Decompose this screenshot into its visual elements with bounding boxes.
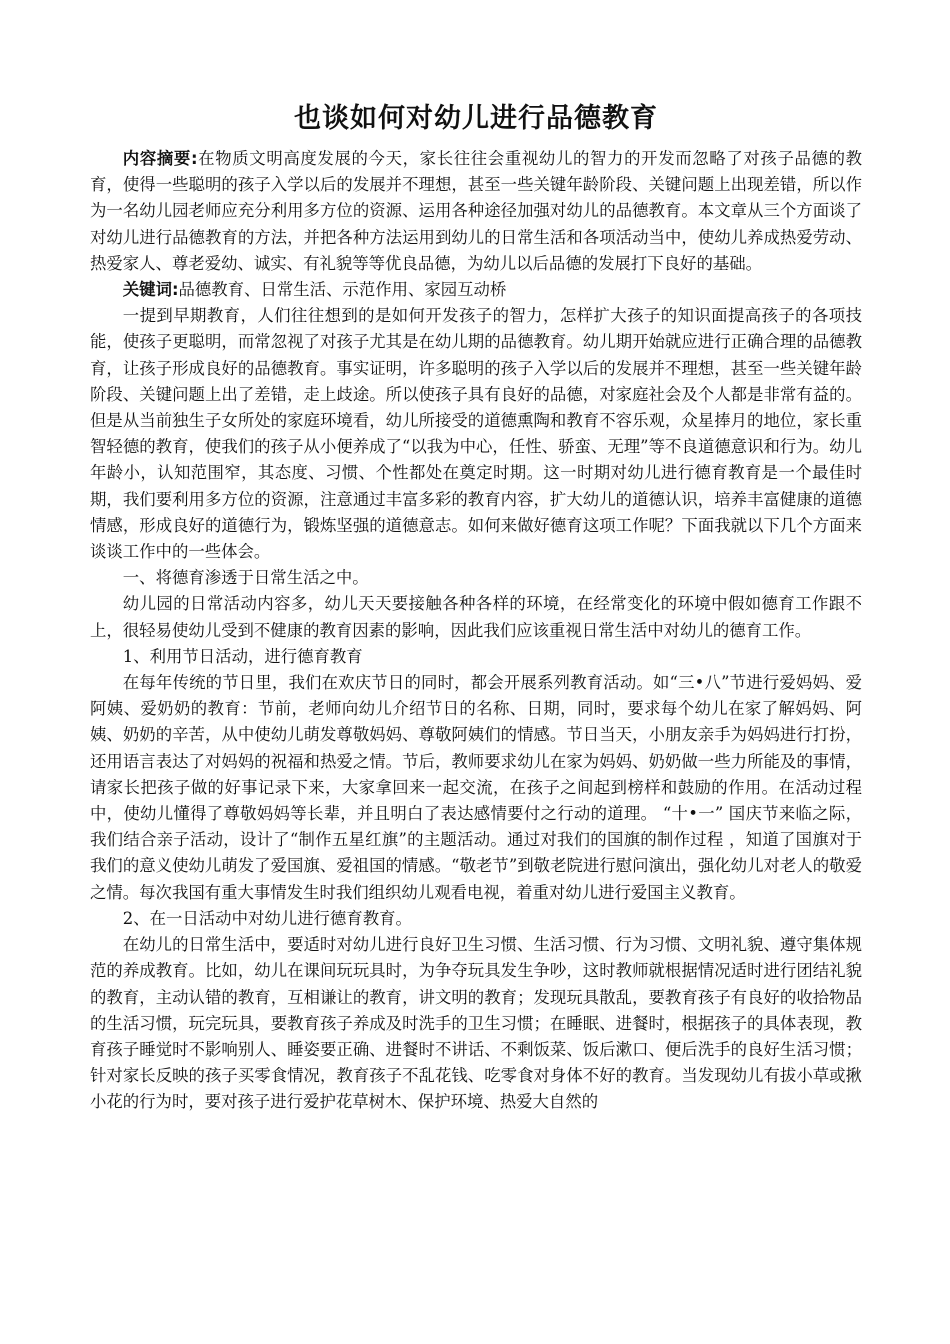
section-heading-1: 一、将德育渗透于日常生活之中。 [122, 568, 369, 588]
section-1-paragraph: 幼儿园的日常活动内容多，幼儿天天要接触各种各样的环境，在经常变化的环境中假如德育工作跟不上，很轻易使幼儿受到不健康的教育因素的影响，因此我们应该重视日常生活中对幼儿的德育工作。 [90, 594, 862, 640]
subsection-1-paragraph: 在每年传统的节日里，我们在欢庆节日的同时，都会开展系列教育活动。如“三•八”节进行爱妈妈、爱阿姨、爱奶奶的教育：节前，老师向幼儿介绍节日的名称、日期，同时，要求每个幼儿在家了解妈妈、阿姨、奶奶的辛苦，从中使幼儿萌发尊敬妈妈、尊敬阿姨们的情感。节日当天，小朋友亲手为妈妈进行打扮，还用语言表达了对妈妈的祝福和热爱之情。节后，教师要求幼儿在家为妈妈、奶奶做一些力所能及的事情，请家长把孩子做的好事记录下来，大家拿回来一起交流，在孩子之间起到榜样和鼓励的作用。在活动过程中，使幼儿懂得了尊敬妈妈等长辈，并且明白了表达感情要付之行动的道理。 “十•一” 国庆节来临之际，我们结合亲子活动，设计了“制作五星红旗”的主题活动。通过对我们的国旗的制作过程 ，知道了国旗对于我们的意义使幼儿萌发了爱国旗、爱祖国的情感。“敬老节”到敬老院进行慰问演出，强化幼儿对老人的敬爱之情。每次我国有重大事情发生时我们组织幼儿观看电视，着重对幼儿进行爱国主义教育。 [90, 673, 862, 902]
keywords-text: 品德教育、日常生活、示范作用、家园互动桥 [178, 280, 507, 300]
abstract-paragraph [90, 146, 862, 277]
document-title: 也谈如何对幼儿进行品德教育 [294, 103, 658, 134]
subsection-heading-1: 1、利用节日活动，进行德育教育 [122, 646, 363, 666]
abstract-label: 内容摘要: [122, 149, 198, 168]
keywords-paragraph [90, 277, 862, 303]
intro-paragraph: 一提到早期教育，人们往往想到的是如何开发孩子的智力，怎样扩大孩子的知识面提高孩子的各项技能，使孩子更聪明，而常忽视了对孩子尤其是在幼儿期的品德教育。幼儿期开始就应进行正确合理的品德教育，让孩子形成良好的品德教育。事实证明，许多聪明的孩子入学以后的发展并不理想，甚至一些关键年龄阶段、关键问题上出了差错，走上歧途。所以使孩子具有良好的品德，对家庭社会及个人都是非常有益的。但是从当前独生子女所处的家庭环境看，幼儿所接受的道德熏陶和教育不容乐观，众星捧月的地位，家长重智轻德的教育，使我们的孩子从小便养成了“以我为中心，任性、骄蛮、无理”等不良道德意识和行为。幼儿年龄小，认知范围窄，其态度、习惯、个性都处在奠定时期。这一时期对幼儿进行德育教育是一个最佳时期，我们要利用多方位的资源，注意通过丰富多彩的教育内容，扩大幼儿的道德认识，培养丰富健康的道德情感，形成良好的道德行为，锻炼坚强的道德意志。如何来做好德育这项工作呢？下面我就以下几个方面来谈谈工作中的一些体会。 [90, 306, 862, 562]
abstract-text: 在物质文明高度发展的今天，家长往往会重视幼儿的智力的开发而忽略了对孩子品德的教育，使得一些聪明的孩子入学以后的发展并不理想，甚至一些关键年龄阶段、关键问题上出现差错，所以作为一名幼儿园老师应充分利用多方位的资源、运用各种途径加强对幼儿的品德教育。本文章从三个方面谈了对幼儿进行品德教育的方法，并把各种方法运用到幼儿的日常生活和各项活动当中，使幼儿养成热爱劳动、热爱家人、尊老爱幼、诚实、有礼貌等等优良品德，为幼儿以后品德的发展打下良好的基础。 [90, 149, 863, 273]
keywords-label: 关键词: [122, 280, 179, 300]
subsection-2-paragraph: 在幼儿的日常生活中，要适时对幼儿进行良好卫生习惯、生活习惯、行为习惯、文明礼貌、遵守集体规范的养成教育。比如，幼儿在课间玩玩具时，为争夺玩具发生争吵，这时教师就根据情况适时进行团结礼貌的教育，主动认错的教育，互相谦让的教育，讲文明的教育；发现玩具散乱，要教育孩子有良好的收拾物品的生活习惯，玩完玩具，要教育孩子养成及时洗手的卫生习惯；在睡眠、进餐时，根据孩子的具体表现，教育孩子睡觉时不影响别人、睡姿要正确、进餐时不讲话、不剩饭菜、饭后漱口、便后洗手的良好生活习惯；针对家长反映的孩子买零食情况，教育孩子不乱花钱、吃零食对身体不好的教育。当发现幼儿有拔小草或揪小花的行为时，要对孩子进行爱护花草树木、保护环境、热爱大自然的 [90, 935, 862, 1112]
subsection-heading-2: 2、在一日活动中对幼儿进行德育教育。 [122, 908, 412, 928]
